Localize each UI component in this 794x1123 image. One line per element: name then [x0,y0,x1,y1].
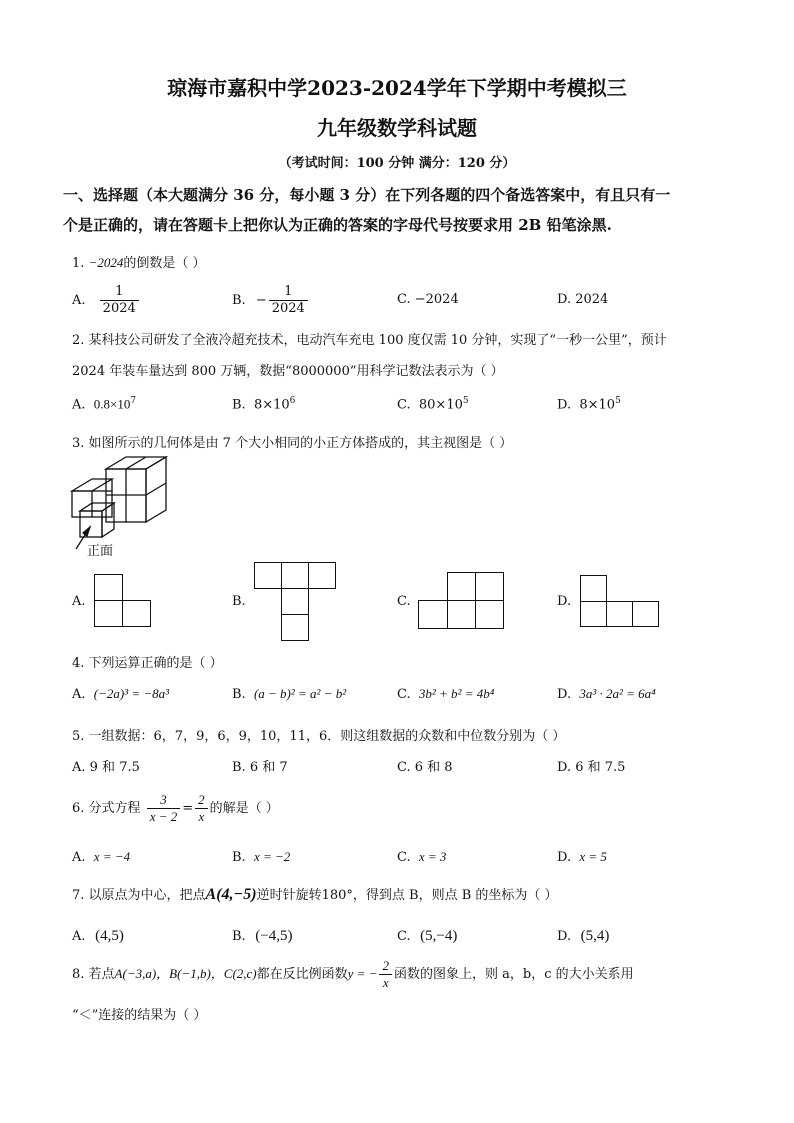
q2-option-d: D. $8\times 10^5$ [557,396,621,413]
q5-option-a: A. 9 和 7.5 [72,760,140,775]
q7-option-d: D. (5,4) [557,928,610,944]
q8-points: A(−3,a)，B(−1,b)，C(2,c) [114,966,257,981]
q2-option-b: B. $8\times 10^6$ [232,396,296,413]
q2-option-c: C. $80\times 10^5$ [397,396,469,413]
q1-a-fraction: $\frac{1}{2024}$ [100,284,139,317]
question-4: 4. 下列运算正确的是（ ） [72,656,223,671]
cube-solid-figure [68,455,178,560]
q1-option-d: D. 2024 [557,292,609,307]
q3-option-d-label: D. [557,594,572,609]
q6-fraction-right: $\frac{2}{x}$ [195,792,208,825]
q1-option-c: C. −2024 [397,292,459,307]
q6-option-c: C. x = 3 [397,849,447,865]
q3-option-c-label: C. [397,594,411,609]
q7-point: A(4,−5) [205,886,257,903]
question-2-line1: 2. 某科技公司研发了全液冷超充技术，电动汽车充电 100 度仅需 10 分钟，实现了“一秒一公里”，预计 [72,333,667,348]
q6-option-d: D. x = 5 [557,849,607,865]
question-6: 6. 分式方程 $\frac{3}{x - 2}$ = $\frac{2}{x}$ 的解是（ ） [72,792,279,824]
q2-option-a: A. $0.8\times 10^7$ [72,396,137,413]
q6-fraction-left: $\frac{3}{x - 2}$ [147,792,181,825]
q7-option-b: B. (−4,5) [232,928,293,944]
exam-title: 琼海市嘉积中学2023-2024学年下学期中考模拟三 [167,76,627,100]
section-instruction-line2: 个是正确的，请在答题卡上把你认为正确的答案的字母代号按要求用 2B 铅笔涂黑. [63,216,612,234]
q1-option-b: B. − $\frac{1}{2024}$ [232,284,310,317]
q6-option-a: A. x = −4 [72,849,131,865]
question-8-line2: “＜”连接的结果为（ ） [72,1008,207,1023]
question-7: 7. 以原点为中心，把点A(4,−5)逆时针旋转180°，得到点 B，则点 B 的坐标为（ ） [72,886,558,903]
q6-option-b: B. x = −2 [232,849,291,865]
q1-option-a: A. $\frac{1}{2024}$ [72,284,141,317]
q8-fraction: $\frac{2}{x}$ [379,958,392,991]
q4-option-a: A. (−2a)³ = −8a³ [72,686,170,702]
q5-option-d: D. 6 和 7.5 [557,760,626,775]
exam-subtitle: 九年级数学科试题 [317,116,477,140]
q7-option-c: C. (5,−4) [397,928,458,944]
exam-info: （考试时间：100 分钟 满分：120 分） [278,156,516,171]
q4-option-b: B. (a − b)² = a² − b² [232,686,347,702]
q5-option-b: B. 6 和 7 [232,760,288,775]
q7-option-a: A. (4,5) [72,928,124,944]
question-1: 1. −2024的倒数是（ ） [72,255,206,271]
q4-option-c: C. 3b² + b² = 4b⁴ [397,686,495,702]
question-5: 5. 一组数据：6，7，9，6，9，10，11，6．则这组数据的众数和中位数分别为（ ） [72,729,566,744]
q3-front-label: 正面 [87,544,114,559]
section-instruction-line1: 一、选择题（本大题满分 36 分，每小题 3 分）在下列各题的四个备选答案中，有且只有一 [63,186,671,204]
q3-option-a-label: A. [72,594,86,609]
q3-option-b-label: B. [232,594,246,609]
question-2-line2: 2024 年装车量达到 800 万辆，数据“8000000”用科学记数法表示为（ ） [72,364,504,379]
q1-b-fraction: $\frac{1}{2024}$ [269,284,308,317]
q5-option-c: C. 6 和 8 [397,760,453,775]
question-8-line1: 8. 若点A(−3,a)，B(−1,b)，C(2,c)都在反比例函数y = − $\frac{2}{x}$ 函数的图象上，则 a，b，c 的大小关系用 [72,958,634,990]
q4-option-d: D. 3a³ · 2a² = 6a⁴ [557,686,656,702]
q1-number: −2024 [88,255,124,270]
question-3: 3. 如图所示的几何体是由 7 个大小相同的小正方体搭成的，其主视图是（ ） [72,436,513,451]
